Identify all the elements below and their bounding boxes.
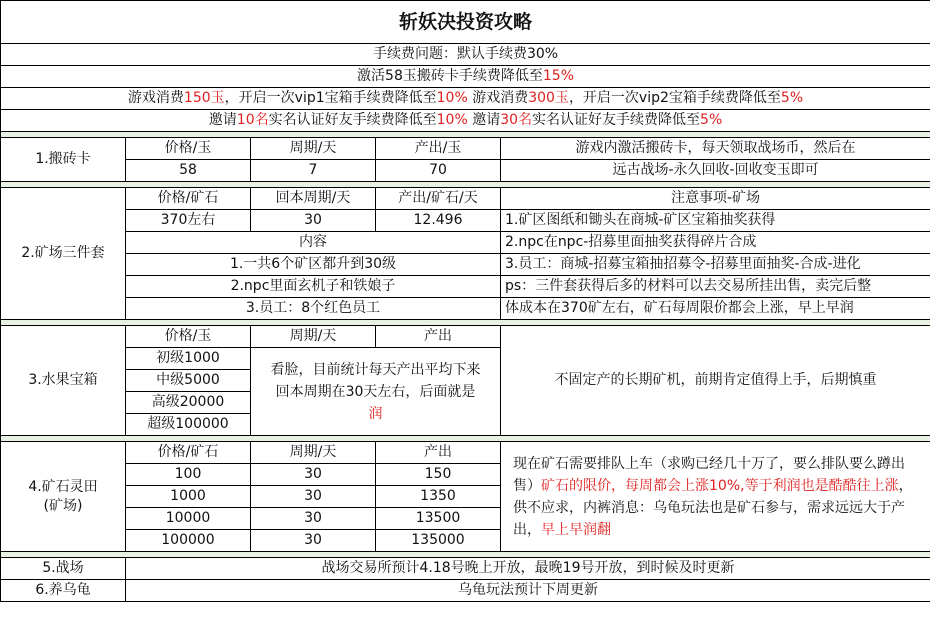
mine-note: 体成本在370矿左右，矿石每周限价都会上涨，早上早润 — [501, 298, 930, 320]
cell: 100000 — [126, 530, 251, 552]
section-mine-set: 2.矿场三件套 — [1, 188, 126, 320]
mine-note: 3.员工：商城-招募宝箱抽招募令-招募里面抽奖-合成-进化 — [501, 254, 930, 276]
cell: 30 — [251, 486, 376, 508]
cell: 10000 — [126, 508, 251, 530]
mine-note: 1.矿区图纸和锄头在商城-矿区宝箱抽奖获得 — [501, 210, 930, 232]
fee-line-activate: 激活58玉搬砖卡手续费降低至15% — [1, 66, 930, 88]
tier: 初级1000 — [126, 348, 251, 370]
content-item: 3.员工：8个红色员工 — [126, 298, 501, 320]
col-header: 价格/矿石 — [126, 442, 251, 464]
page-title: 斩妖决投资攻略 — [1, 1, 930, 44]
tier: 中级5000 — [126, 370, 251, 392]
brick-note-2: 远古战场-永久回收-回收变玉即可 — [501, 160, 930, 182]
cell: 1350 — [376, 486, 501, 508]
cell: 70 — [376, 160, 501, 182]
col-header: 周期/天 — [251, 326, 376, 348]
cell: 30 — [251, 210, 376, 232]
section-turtle: 6.养乌龟 — [1, 580, 126, 602]
col-header: 价格/矿石 — [126, 188, 251, 210]
fee-line: 手续费问题：默认手续费30% — [1, 44, 930, 66]
cell: 30 — [251, 464, 376, 486]
cell: 30 — [251, 508, 376, 530]
cell: 1000 — [126, 486, 251, 508]
content-header: 内容 — [126, 232, 501, 254]
section-battlefield: 5.战场 — [1, 558, 126, 580]
mine-note: ps：三件套获得后多的材料可以去交易所挂出售，卖完后整 — [501, 276, 930, 298]
cell: 7 — [251, 160, 376, 182]
brick-note-1: 游戏内激活搬砖卡，每天领取战场币，然后在 — [501, 138, 930, 160]
notes-header: 注意事项-矿场 — [501, 188, 930, 210]
section-fruit-box: 3.水果宝箱 — [1, 326, 126, 436]
col-header: 产出/玉 — [376, 138, 501, 160]
cell: 13500 — [376, 508, 501, 530]
turtle-text: 乌龟玩法预计下周更新 — [126, 580, 930, 602]
cell: 370左右 — [126, 210, 251, 232]
cell: 100 — [126, 464, 251, 486]
cell: 30 — [251, 530, 376, 552]
col-header: 周期/天 — [251, 138, 376, 160]
cell: 135000 — [376, 530, 501, 552]
col-header: 价格/玉 — [126, 326, 251, 348]
fruit-desc: 看脸，目前统计每天产出平均下来 回本周期在30天左右，后面就是 润 — [251, 348, 501, 436]
col-header: 价格/玉 — [126, 138, 251, 160]
tier: 超级100000 — [126, 414, 251, 436]
tier: 高级20000 — [126, 392, 251, 414]
fee-line-invite: 邀请10名实名认证好友手续费降低至10% 邀请30名实名认证好友手续费降低至5% — [1, 110, 930, 132]
col-header: 回本周期/天 — [251, 188, 376, 210]
section-brick-card: 1.搬砖卡 — [1, 138, 126, 182]
col-header: 产出 — [376, 442, 501, 464]
cell: 58 — [126, 160, 251, 182]
section-ore-field: 4.矿石灵田 (矿场) — [1, 442, 126, 552]
col-header: 产出 — [376, 326, 501, 348]
mine-note: 2.npc在npc-招募里面抽奖获得碎片合成 — [501, 232, 930, 254]
fee-line-vip: 游戏消费150玉，开启一次vip1宝箱手续费降低至10% 游戏消费300玉，开启一次vip2宝箱手续费降低至5% — [1, 88, 930, 110]
content-item: 2.npc里面玄机子和铁娘子 — [126, 276, 501, 298]
content-item: 1.一共6个矿区都升到30级 — [126, 254, 501, 276]
ore-note: 现在矿石需要排队上车（求购已经几十万了，要么排队要么蹲出售）矿石的限价，每周都会上涨10%,等于利润也是酷酷往上涨，供不应求，内裤消息：乌龟玩法也是矿石参与，需求远远大于产出，早上早润翻 — [501, 442, 930, 552]
col-header: 周期/天 — [251, 442, 376, 464]
col-header: 产出/矿石/天 — [376, 188, 501, 210]
battlefield-text: 战场交易所预计4.18号晚上开放，最晚19号开放，到时候及时更新 — [126, 558, 930, 580]
cell: 150 — [376, 464, 501, 486]
fruit-note: 不固定产的长期矿机，前期肯定值得上手，后期慎重 — [501, 326, 930, 436]
cell: 12.496 — [376, 210, 501, 232]
